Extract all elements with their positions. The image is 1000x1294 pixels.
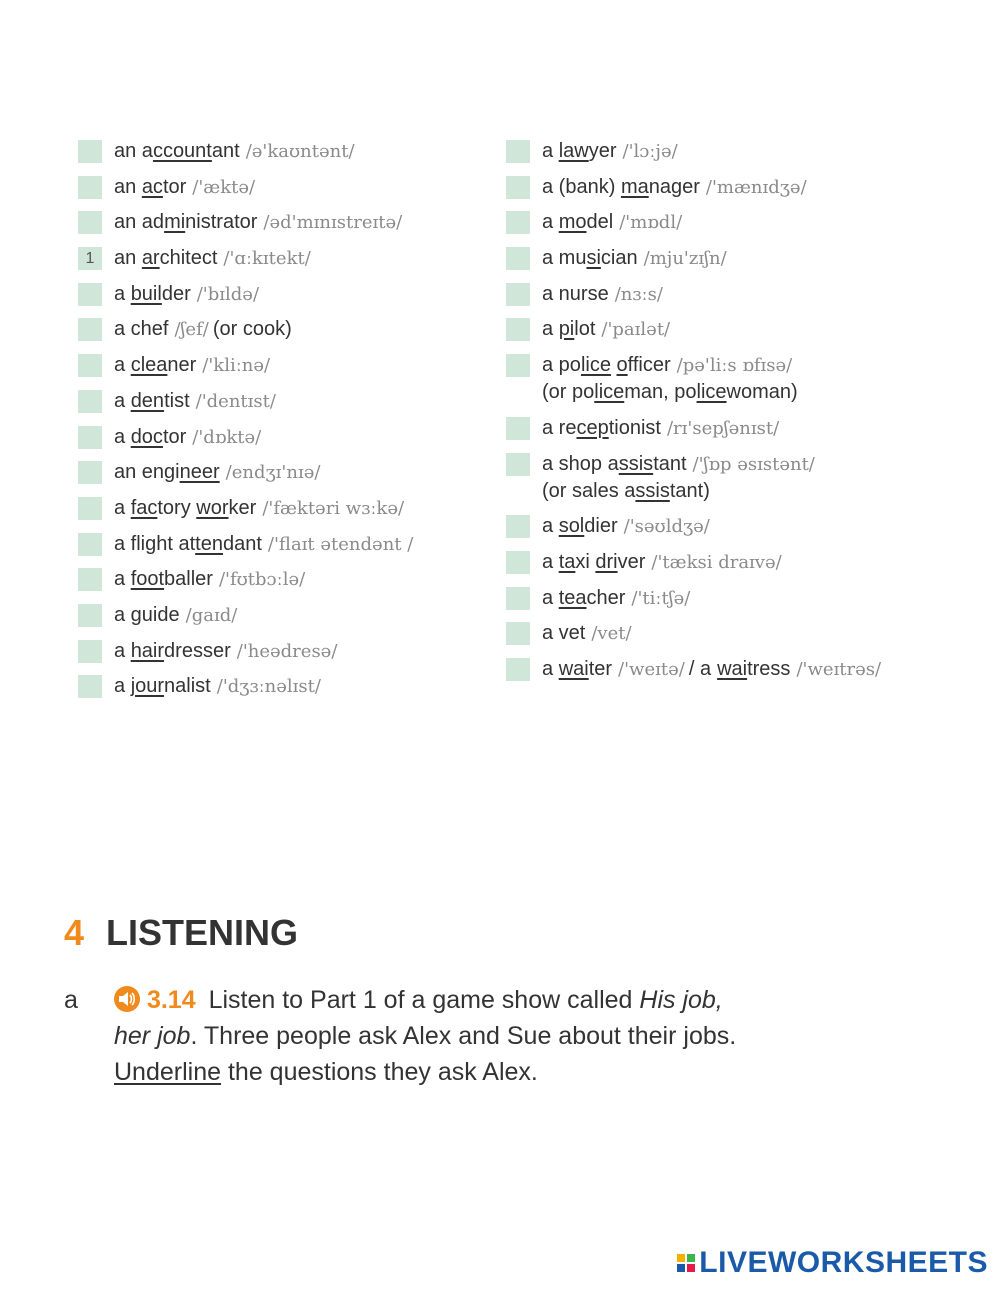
alt-segment: tant) <box>669 479 710 502</box>
vocab-item <box>506 585 966 612</box>
phonetic-transcription: /'mɒdl/ <box>619 212 683 234</box>
word-segment: a guide <box>114 603 180 626</box>
word-segment: an <box>114 175 142 198</box>
word-segment: dresser <box>164 639 231 662</box>
word-segment: a <box>542 550 559 573</box>
word-segment: a mu <box>542 247 587 270</box>
word-segment: sol <box>558 515 585 538</box>
word-segment: a <box>114 496 131 519</box>
vocab-word <box>114 675 211 697</box>
show-title-part-1: His job, <box>639 986 723 1014</box>
word-segment: doc <box>130 425 163 448</box>
word-segment: a re <box>542 416 577 439</box>
answer-box[interactable] <box>78 640 102 663</box>
vocab-word <box>542 176 700 198</box>
word-segment: xi <box>575 550 596 573</box>
vocab-item <box>78 602 498 629</box>
answer-box[interactable] <box>506 283 530 306</box>
vocab-extra: (or cook) <box>212 318 292 341</box>
vocab-word <box>542 658 612 680</box>
vocab-word <box>114 604 180 626</box>
phonetic-transcription: /'bɪldə/ <box>196 283 260 305</box>
answer-box[interactable] <box>506 417 530 440</box>
word-segment: a <box>114 425 131 448</box>
phonetic-transcription: /gaɪd/ <box>185 604 238 626</box>
audio-speaker-icon[interactable] <box>114 986 140 1012</box>
vocab-item <box>506 174 966 201</box>
word-segment: a <box>542 318 559 341</box>
answer-box[interactable] <box>506 247 530 270</box>
answer-box[interactable]: 1 <box>78 247 102 270</box>
word-segment: wai <box>558 657 589 680</box>
answer-box[interactable] <box>506 318 530 341</box>
answer-box[interactable] <box>506 176 530 199</box>
exercise-instructions <box>114 982 924 1090</box>
word-segment: ten <box>195 532 223 555</box>
vocab-item <box>78 531 498 558</box>
answer-box[interactable] <box>506 551 530 574</box>
alt-segment: man, po <box>624 381 697 404</box>
track-number[interactable]: 3.14 <box>146 986 196 1014</box>
vocab-word <box>114 426 186 448</box>
vocab-column-left <box>78 138 498 709</box>
vocab-item <box>506 513 966 540</box>
word-segment: ac <box>141 175 163 198</box>
word-segment: ant <box>211 140 240 162</box>
word-segment: dri <box>595 550 618 573</box>
word-segment: a <box>114 675 131 698</box>
word-segment: a <box>542 515 559 538</box>
answer-box[interactable] <box>506 211 530 234</box>
word-segment: cian <box>600 247 638 270</box>
answer-box[interactable] <box>78 176 102 199</box>
word-segment: ner <box>167 354 197 377</box>
phonetic-transcription: /'dɒktə/ <box>192 426 262 448</box>
vocab-item <box>506 620 966 647</box>
word-segment: lot <box>574 318 596 341</box>
section-number: 4 <box>64 912 85 953</box>
phonetic-transcription: /'tæksi draɪvə/ <box>651 551 782 573</box>
word-segment: jour <box>130 675 165 698</box>
phonetic-transcription: /'kliːnə/ <box>202 355 271 377</box>
vocab-item <box>78 673 498 700</box>
word-segment: tor <box>162 425 187 448</box>
answer-box[interactable] <box>506 453 530 476</box>
liveworksheets-logo <box>677 1246 988 1280</box>
alt-segment: lice <box>594 381 625 404</box>
vocab-word <box>542 140 617 162</box>
vocab-word <box>114 568 213 590</box>
logo-text: LIVEWORKSHEETS <box>699 1246 988 1279</box>
alt-segment: ssis <box>635 479 670 502</box>
phonetic-transcription: /endʒɪ'nɪə/ <box>225 462 321 484</box>
vocab-item <box>506 415 966 442</box>
phonetic-transcription: /'dʒɜːnəlɪst/ <box>216 676 321 698</box>
word-segment: a <box>542 211 559 234</box>
phonetic-transcription: /'ɑːkɪtekt/ <box>223 248 311 270</box>
answer-box[interactable] <box>78 318 102 341</box>
vocab-item <box>506 209 966 236</box>
word-segment: si <box>586 247 601 270</box>
phonetic-transcription: /'səʊldʒə/ <box>623 516 710 538</box>
phonetic-transcription: /'ʃɒp əsɪstənt/ <box>692 453 815 475</box>
alt-segment: (or po <box>542 381 595 404</box>
answer-box[interactable] <box>78 426 102 449</box>
word-segment: a nurse <box>542 282 609 305</box>
word-segment: dier <box>584 515 618 538</box>
word-segment: foot <box>130 568 165 591</box>
answer-box[interactable] <box>506 658 530 681</box>
word-segment: ma <box>620 175 649 198</box>
word-segment: ccount <box>152 140 212 162</box>
logo-icon <box>677 1254 695 1272</box>
vocab-word <box>114 140 240 162</box>
word-segment: cep <box>576 416 609 439</box>
vocab-word <box>542 283 609 305</box>
section-title: LISTENING <box>106 912 299 953</box>
vocab-extra: / a <box>688 657 712 680</box>
phonetic-transcription: /'dentɪst/ <box>195 390 276 412</box>
word-segment: tress <box>747 657 791 680</box>
vocab-item <box>78 459 498 486</box>
word-segment: an ad <box>114 211 165 234</box>
answer-box[interactable] <box>78 675 102 698</box>
word-segment: wor <box>196 496 229 519</box>
phonetic-transcription: /vet/ <box>591 623 632 645</box>
word-segment: nalist <box>164 675 211 698</box>
alt-segment: woman) <box>726 381 798 404</box>
alt-segment: lice <box>696 381 727 404</box>
show-title-part-2: her job <box>114 1022 191 1050</box>
vocab-item <box>78 281 498 308</box>
phonetic-transcription: /nɜːs/ <box>614 283 663 305</box>
vocab-item <box>78 245 498 272</box>
answer-box[interactable] <box>78 461 102 484</box>
vocab-item <box>506 549 966 576</box>
answer-box[interactable] <box>78 211 102 234</box>
vocab-word-alt <box>717 658 790 680</box>
word-segment: nager <box>648 175 700 198</box>
word-segment: tea <box>558 586 587 609</box>
phonetic-transcription: /'weɪtrəs/ <box>796 658 882 680</box>
word-segment: ssis <box>618 452 654 475</box>
word-segment: fficer <box>627 354 671 377</box>
underline-keyword: Underline <box>114 1058 222 1086</box>
word-segment: clea <box>130 354 168 377</box>
word-segment: del <box>586 211 614 234</box>
vocab-word <box>114 283 191 305</box>
vocab-item <box>506 138 966 165</box>
phonetic-transcription: /ʃef/ <box>174 319 209 341</box>
word-segment: an engi <box>114 461 180 484</box>
word-segment: a <box>542 586 559 609</box>
alt-segment: (or sales a <box>542 479 636 502</box>
word-segment: ver <box>617 550 646 573</box>
vocab-word <box>542 417 661 439</box>
vocab-item <box>78 495 498 522</box>
word-segment: dant <box>222 532 262 555</box>
vocab-word <box>542 453 687 475</box>
phonetic-transcription: /mju'zɪʃn/ <box>643 248 727 270</box>
phonetic-transcription: /'æktə/ <box>192 176 256 198</box>
vocab-word <box>542 354 671 376</box>
word-segment: a flight at <box>114 532 196 555</box>
vocab-item <box>78 566 498 593</box>
exercise-a <box>64 982 924 1090</box>
phonetic-transcription: /'tiːtʃə/ <box>631 587 691 609</box>
vocab-item <box>506 656 966 683</box>
vocab-item <box>78 209 498 236</box>
vocab-word <box>542 211 613 233</box>
word-segment: a <box>542 140 559 162</box>
word-segment: tist <box>164 389 190 412</box>
answer-box[interactable] <box>78 354 102 377</box>
word-segment: lice <box>580 354 611 377</box>
word-segment: o <box>616 354 628 377</box>
vocab-item <box>78 174 498 201</box>
phonetic-transcription: /'weɪtə/ <box>618 658 685 680</box>
word-segment: ker <box>228 496 257 519</box>
vocab-word <box>114 640 231 662</box>
vocab-word <box>114 247 217 269</box>
word-segment: buil <box>130 282 162 305</box>
word-segment: den <box>130 389 165 412</box>
word-segment: a <box>114 354 131 377</box>
answer-box[interactable] <box>78 390 102 413</box>
vocab-word <box>114 318 168 340</box>
vocab-item <box>506 281 966 308</box>
phonetic-transcription: /'fʊtbɔːlə/ <box>218 569 306 591</box>
vocab-word <box>542 622 585 644</box>
word-segment: a shop a <box>542 452 619 475</box>
answer-box[interactable] <box>78 533 102 556</box>
word-segment: neer <box>179 461 220 484</box>
phonetic-transcription: /'mænɪdʒə/ <box>705 176 807 198</box>
section-heading <box>64 912 298 954</box>
phonetic-transcription: /pə'liːs ɒfɪsə/ <box>676 355 793 377</box>
word-segment: a po <box>542 354 581 377</box>
vocab-word <box>542 247 638 269</box>
word-segment: tory <box>157 496 197 519</box>
answer-box[interactable] <box>506 354 530 377</box>
vocab-item <box>506 451 966 505</box>
vocab-word <box>542 551 645 573</box>
vocab-word <box>114 176 186 198</box>
vocab-item <box>78 638 498 665</box>
word-segment: ta <box>558 550 576 573</box>
phonetic-transcription: /ə'kaʊntənt/ <box>245 141 355 162</box>
vocab-item <box>78 138 498 165</box>
phonetic-transcription: /'heədresə/ <box>236 640 338 662</box>
vocab-item <box>506 316 966 343</box>
answer-box[interactable] <box>78 283 102 306</box>
word-segment: ter <box>588 657 613 680</box>
vocab-alternative <box>542 379 966 406</box>
word-segment: yer <box>588 140 617 162</box>
answer-box[interactable] <box>506 515 530 538</box>
instruction-text-2: . Three people ask Alex and Sue about their jobs. <box>190 1022 737 1050</box>
word-segment: baller <box>164 568 213 591</box>
instruction-text-1: Listen to Part 1 of a game show called <box>208 986 633 1014</box>
word-segment: ar <box>141 247 160 270</box>
vocab-word <box>114 533 262 555</box>
answer-box[interactable] <box>78 568 102 591</box>
word-segment: a <box>114 568 131 591</box>
vocab-word <box>114 211 257 233</box>
word-segment: wai <box>717 657 748 680</box>
word-segment: a (bank) <box>542 175 621 198</box>
vocab-word <box>114 461 220 483</box>
vocab-word <box>114 497 256 519</box>
vocab-column-right <box>506 138 966 692</box>
word-segment: a <box>114 282 131 305</box>
answer-box[interactable] <box>78 140 102 163</box>
answer-box[interactable] <box>506 140 530 163</box>
vocab-item <box>506 352 966 406</box>
answer-box[interactable] <box>506 587 530 610</box>
word-segment: an a <box>114 140 153 162</box>
word-segment: hair <box>130 639 165 662</box>
vocab-word <box>542 318 595 340</box>
word-segment: tant <box>653 452 687 475</box>
vocab-item <box>78 316 498 343</box>
vocab-item <box>506 245 966 272</box>
word-segment: nistrator <box>185 211 258 234</box>
word-segment: pi <box>558 318 575 341</box>
word-segment: der <box>161 282 191 305</box>
word-segment: chitect <box>159 247 218 270</box>
word-segment: cher <box>586 586 626 609</box>
word-segment: tor <box>162 175 187 198</box>
vocab-word <box>542 587 625 609</box>
exercise-letter: a <box>64 986 78 1014</box>
vocab-word <box>114 354 196 376</box>
word-segment: a chef <box>114 318 169 341</box>
answer-box[interactable] <box>78 497 102 520</box>
phonetic-transcription: /'paɪlət/ <box>601 319 671 341</box>
phonetic-transcription: /'fæktəri wɜːkə/ <box>262 497 405 519</box>
vocab-alternative <box>542 478 966 505</box>
phonetic-transcription: /əd'mɪnɪstreɪtə/ <box>263 212 403 234</box>
word-segment: tionist <box>608 416 661 439</box>
vocab-item <box>78 424 498 451</box>
answer-box[interactable] <box>506 622 530 645</box>
word-segment: law <box>558 140 589 162</box>
phonetic-transcription: /rɪ'sepʃənɪst/ <box>666 417 780 439</box>
vocab-item <box>78 388 498 415</box>
instruction-text-3: the questions they ask Alex. <box>227 1058 538 1086</box>
phonetic-transcription: /'lɔːjə/ <box>622 141 678 162</box>
word-segment: an <box>114 247 142 270</box>
word-segment: a <box>114 639 131 662</box>
word-segment: mo <box>558 211 587 234</box>
word-segment: a vet <box>542 622 586 645</box>
answer-box[interactable] <box>78 604 102 627</box>
phonetic-transcription: /'flaɪt ətendənt / <box>267 533 414 555</box>
word-segment: a <box>114 389 131 412</box>
vocab-word <box>114 390 190 412</box>
word-segment: mi <box>164 211 186 234</box>
vocab-item <box>78 352 498 379</box>
vocab-word <box>542 515 618 537</box>
word-segment: fac <box>130 496 158 519</box>
word-segment: a <box>542 657 559 680</box>
